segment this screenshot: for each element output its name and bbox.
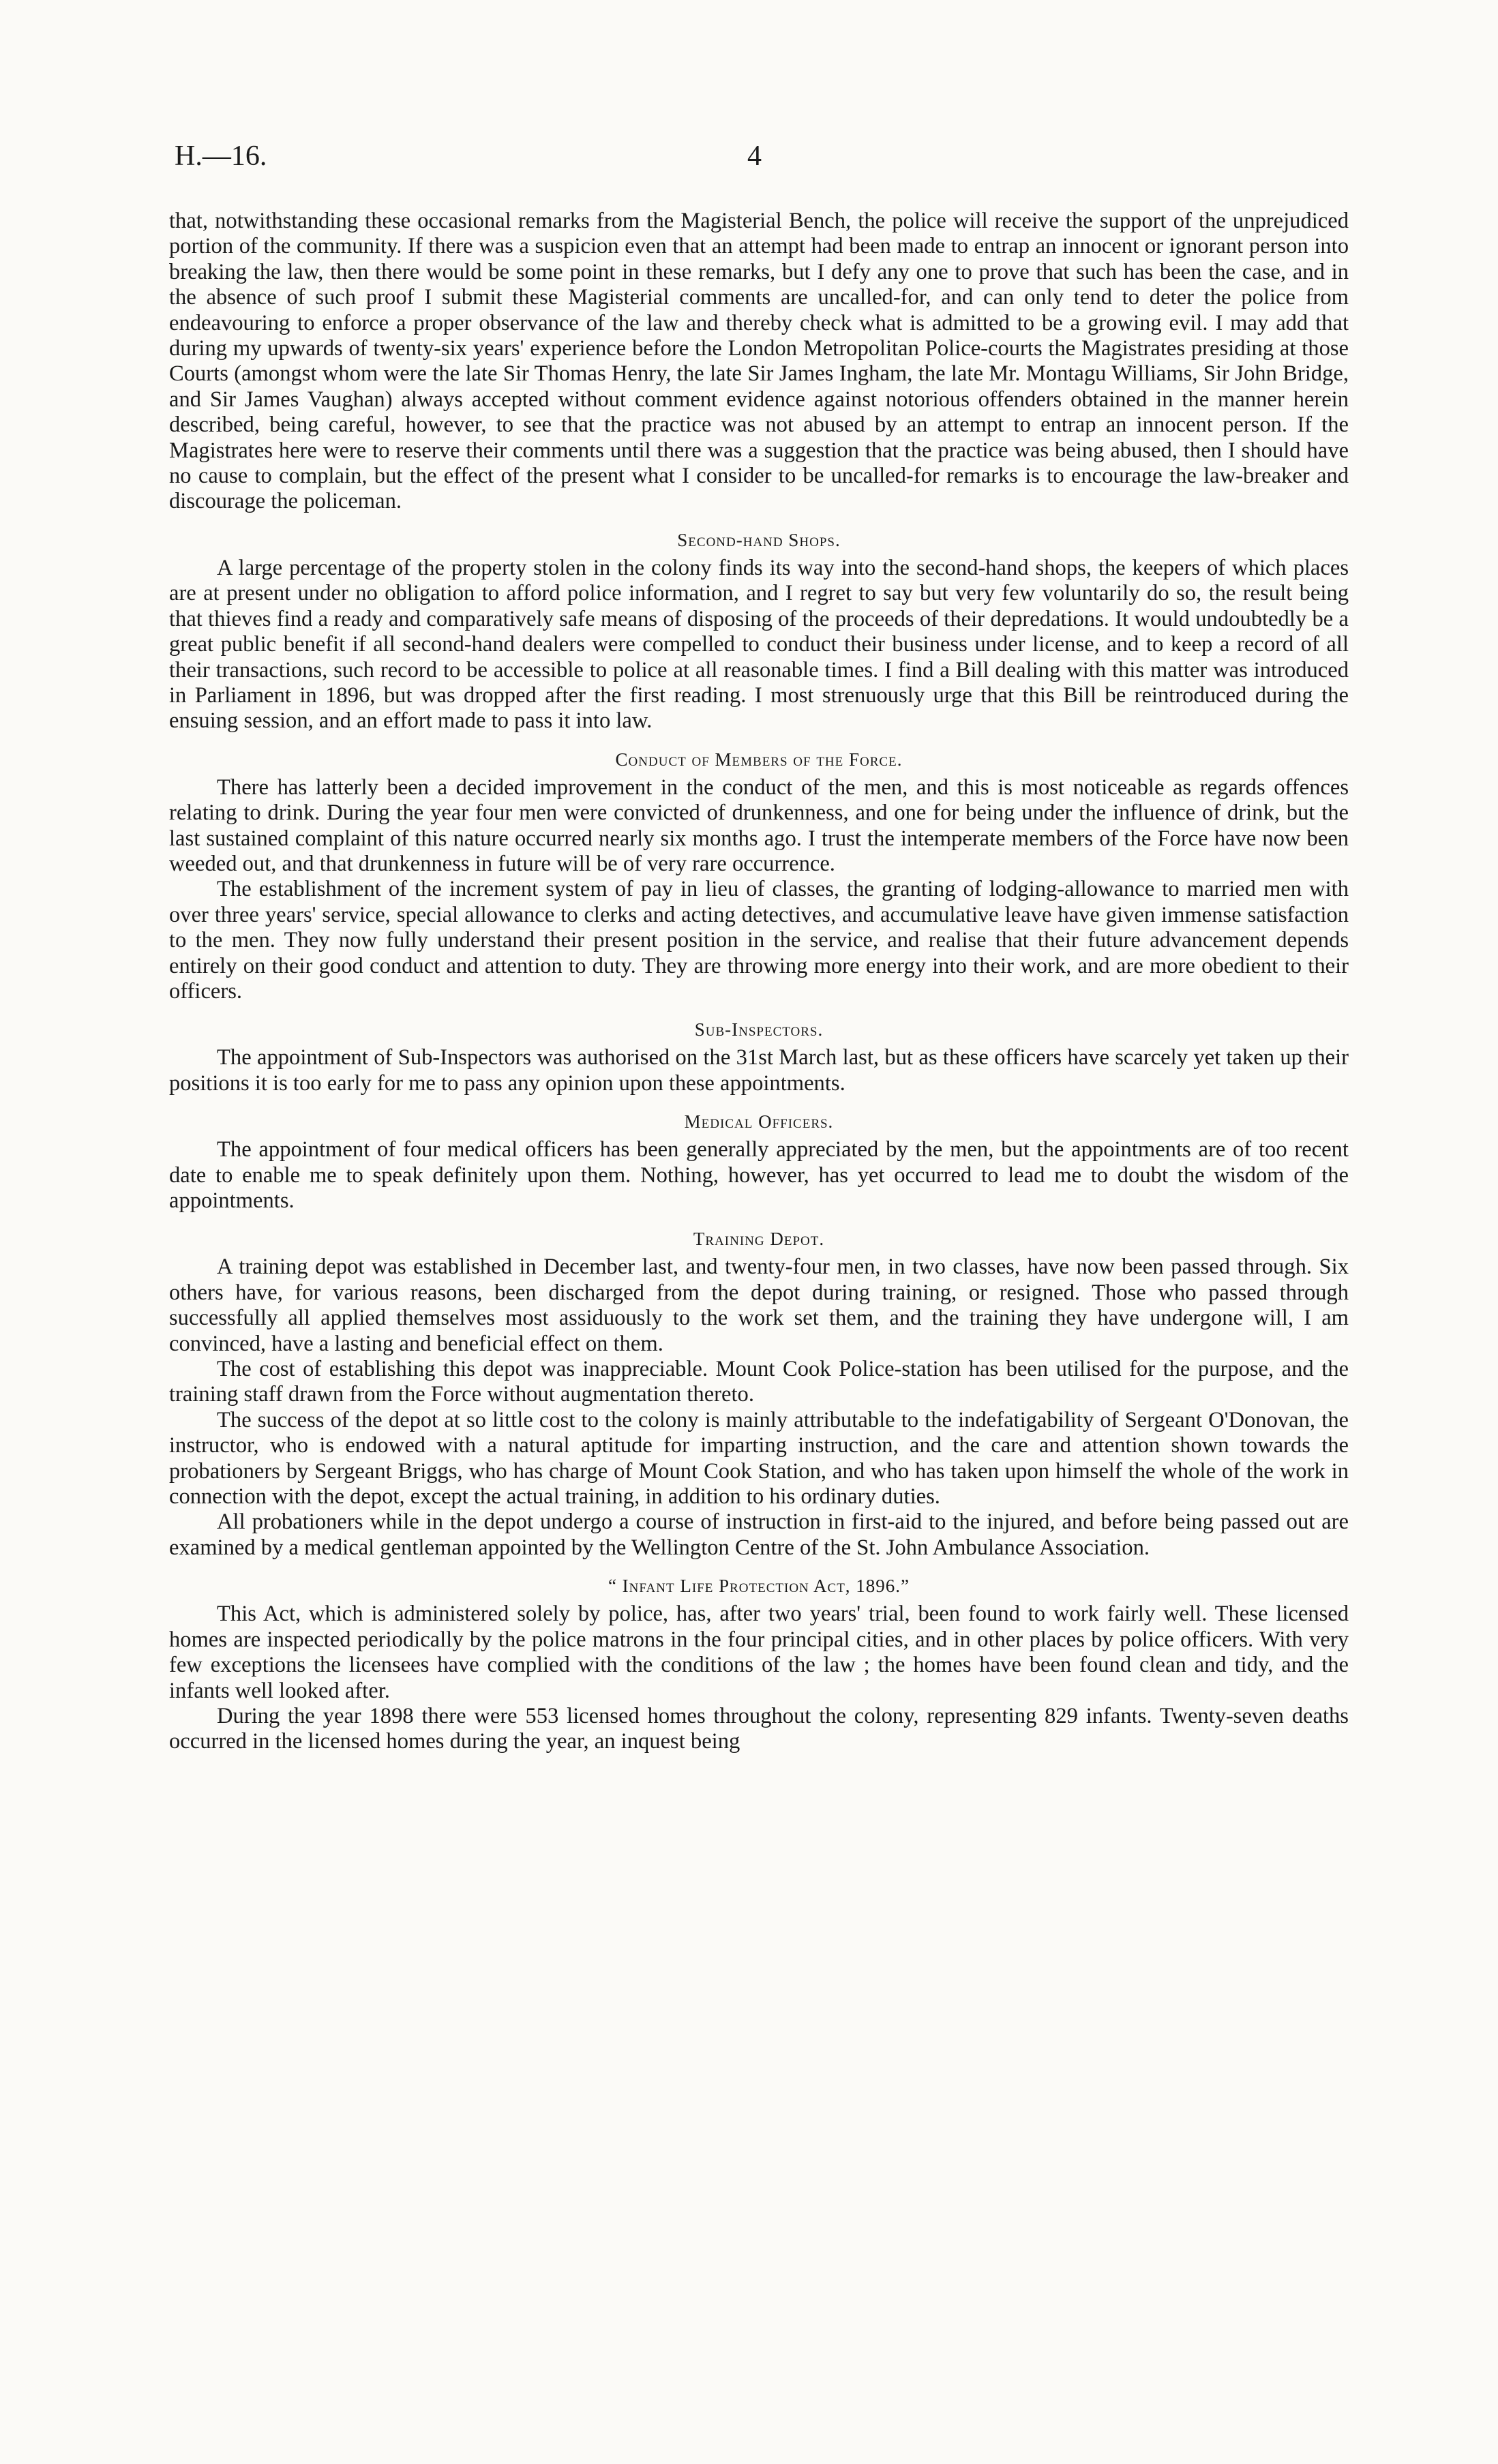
paragraph: that, notwithstanding these occasional remarks from the Magisterial Bench, the police will receive the support of the unprejudiced portion of the community. If there was a suspicion even that an attempt had been made to entrap an innocent or ignorant person into breaking the law, then there would be some point in these remarks, but I defy any one to prove that such has been the case, and in the absence of such proof I submit these Magisterial comments are uncalled-for, and can only tend to deter the police from endeavouring to enforce a proper observance of the law and thereby check what is admitted to be a growing evil. I may add that during my upwards of twenty-six years' experience before the London Metropolitan Police-courts the Magistrates presiding at those Courts (amongst whom were the late Sir Thomas Henry, the late Sir James Ingham, the late Mr. Montagu Williams, Sir John Bridge, and Sir James Vaughan) always accepted without comment evidence against notorious offenders obtained in the manner herein described, being careful, however, to see that the practice was not abused by an attempt to entrap an innocent person. If the Magistrates here were to reserve their comments until there was a suggestion that the practice was being abused, then I should have no cause to complain, but the effect of the present what I consider to be uncalled-for remarks is to encourage the law-breaker and discourage the policeman.	[169, 209, 1349, 514]
paragraph: A large percentage of the property stolen in the colony finds its way into the second-hand shops, the keepers of which places are at present under no obligation to afford police information, and I regret to say but very few voluntarily do so, the result being that thieves find a ready and comparatively safe means of disposing of the proceeds of their depredations. It would undoubtedly be a great public benefit if all second-hand dealers were compelled to conduct their business under license, and to keep a record of all their transactions, such record to be accessible to police at all reasonable times. I find a Bill dealing with this matter was introduced in Parliament in 1896, but was dropped after the first reading. I most strenuously urge that this Bill be reintroduced during the ensuing session, and an effort made to pass it into law.	[169, 555, 1349, 734]
paragraph: The success of the depot at so little cost to the colony is mainly attributable to the indefatigability of Sergeant O'Donovan, the instructor, who is endowed with a natural aptitude for imparting instruction, and the care and attention shown towards the probationers by Sergeant Briggs, who has charge of Mount Cook Station, and who has taken upon himself the whole of the work in connection with the depot, except the actual training, in addition to his ordinary duties.	[169, 1407, 1349, 1509]
section-heading-training-depot: Training Depot.	[693, 1229, 825, 1250]
section-heading-second-hand-shops: Second-hand Shops.	[677, 529, 841, 550]
page-number: 4	[747, 140, 762, 172]
paragraph: The establishment of the increment system of pay in lieu of classes, the granting of lodging-allowance to married men with over three years' service, special allowance to clerks and acting detectives, and accumulative leave have given immense satisfaction to the men. They now fully understand their present position in the service, and realise that their future advancement depends entirely on their good conduct and attention to duty. They are throwing more energy into their work, and are more obedient to their officers.	[169, 877, 1349, 1004]
paragraph: During the year 1898 there were 553 licensed homes throughout the colony, representing 829 infants. Twenty-seven deaths occurred in the licensed homes during the year, an inquest being	[169, 1703, 1349, 1754]
paragraph: A training depot was established in December last, and twenty-four men, in two classes, have now been passed through. Six others have, for various reasons, been discharged from the depot during training, or resigned. Those who passed through successfully all applied themselves most assiduously to the work set them, and the training they have undergone will, I am convinced, have a lasting and beneficial effect on them.	[169, 1254, 1349, 1356]
paragraph: The appointment of four medical officers has been generally appreciated by the men, but the appointments are of too recent date to enable me to speak definitely upon them. Nothing, however, has yet occurred to lead me to doubt the wisdom of the appointments.	[169, 1137, 1349, 1213]
paragraph: The appointment of Sub-Inspectors was authorised on the 31st March last, but as these officers have scarcely yet taken up their positions it is too early for me to pass any opinion upon these appointments.	[169, 1045, 1349, 1096]
paragraph: All probationers while in the depot undergo a course of instruction in first-aid to the injured, and before being passed out are examined by a medical gentleman appointed by the Wellington Centre of the St. John Ambulance Association.	[169, 1509, 1349, 1560]
section-heading-medical-officers: Medical Officers.	[684, 1111, 834, 1132]
paragraph: There has latterly been a decided improvement in the conduct of the men, and this is most noticeable as regards offences relating to drink. During the year four men were convicted of drunkenness, and one for being under the influence of drink, but the last sustained complaint of this nature occurred nearly six months ago. I trust the intemperate members of the Force have now been weeded out, and that drunkenness in future will be of very rare occurrence.	[169, 775, 1349, 876]
section-heading-sub-inspectors: Sub-Inspectors.	[694, 1019, 824, 1040]
paragraph: The cost of establishing this depot was inappreciable. Mount Cook Police-station has been utilised for the purpose, and the training staff drawn from the Force without augmentation thereto.	[169, 1357, 1349, 1407]
section-heading-conduct: Conduct of Members of the Force.	[615, 749, 903, 770]
paragraph: This Act, which is administered solely by police, has, after two years' trial, been found to work fairly well. These licensed homes are inspected periodically by the police matrons in the four principal cities, and in other places by police officers. With very few exceptions the licensees have complied with the conditions of the law ; the homes have been found clean and tidy, and the infants well looked after.	[169, 1602, 1349, 1703]
page-body	[169, 209, 1349, 1755]
section-heading-infant-life-protection-act: “ Infant Life Protection Act, 1896.”	[608, 1576, 910, 1597]
page-header	[175, 140, 1347, 187]
document-reference: H.—16.	[175, 140, 267, 172]
